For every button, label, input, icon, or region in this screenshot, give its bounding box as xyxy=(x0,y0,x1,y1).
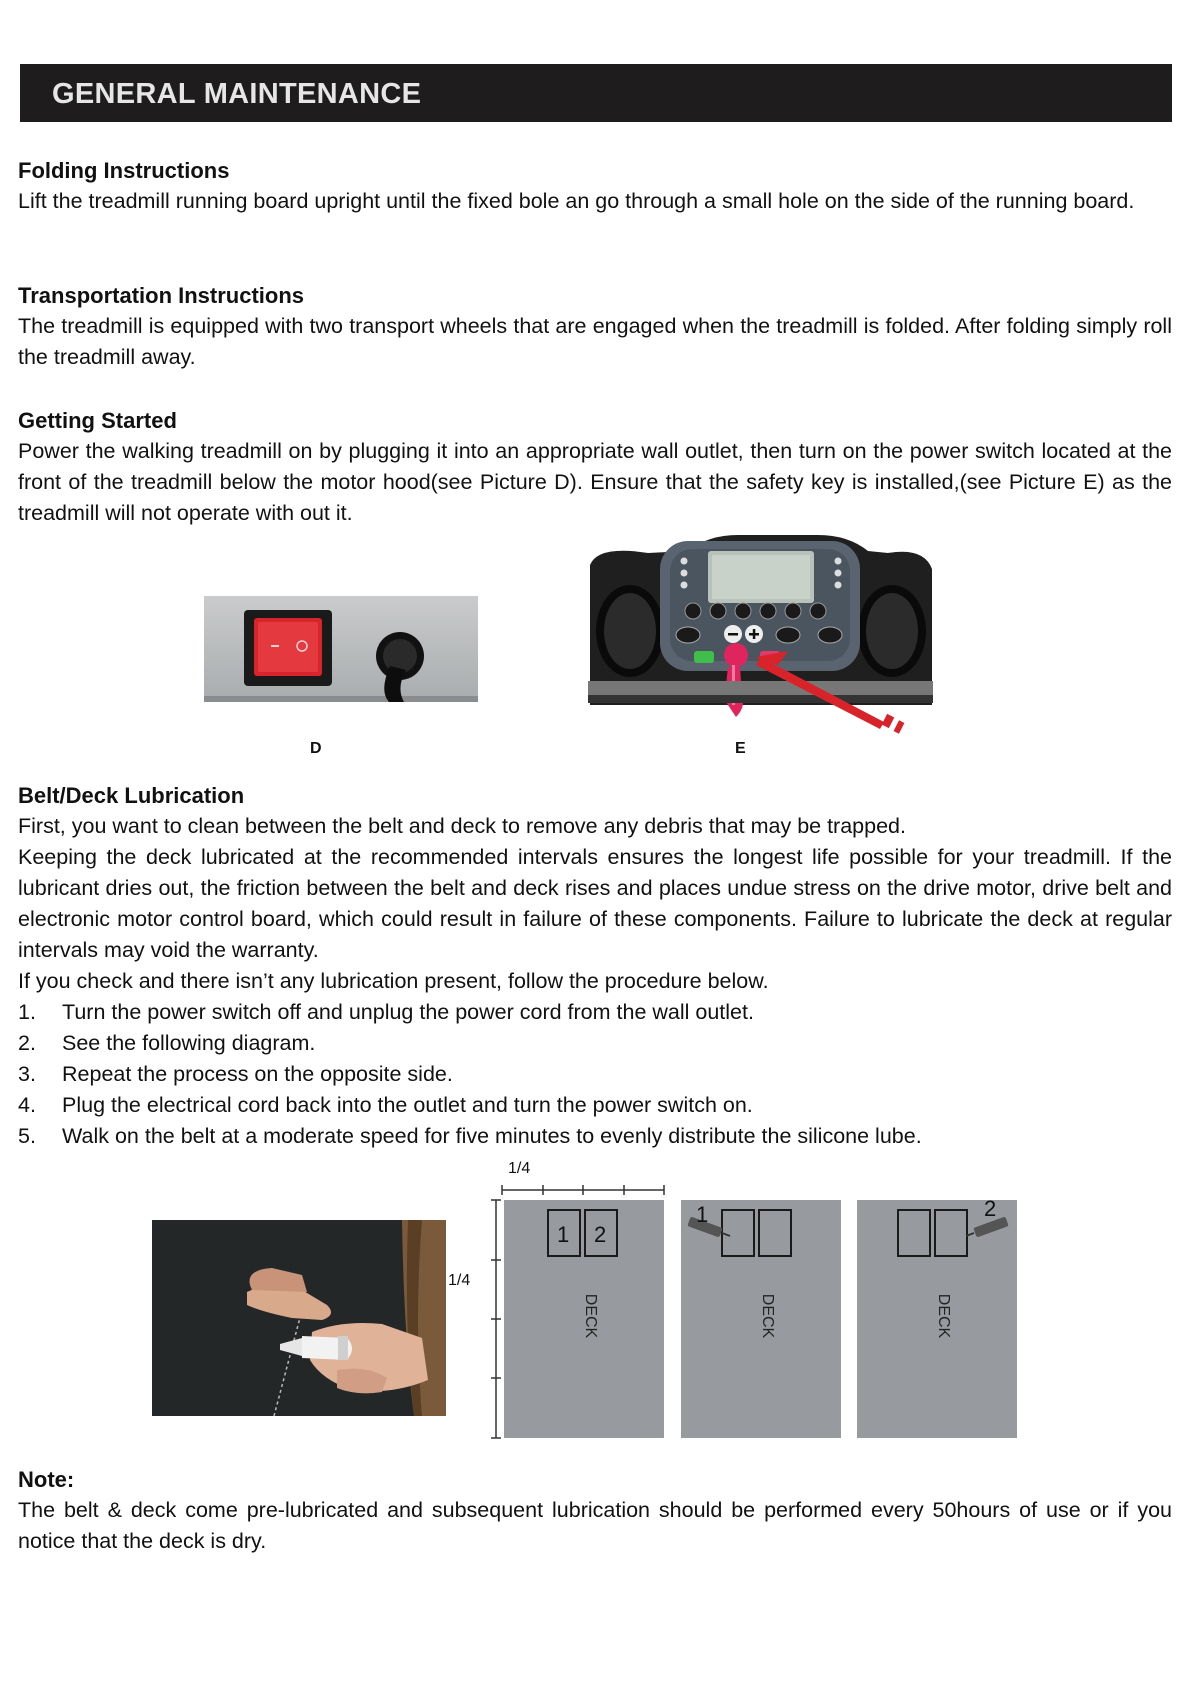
step-item xyxy=(18,1059,1172,1090)
power-switch-picture xyxy=(204,596,478,702)
fraction-top-label: 1/4 xyxy=(508,1160,531,1177)
lubrication-intro: First, you want to clean between the belt and deck to remove any debris that may be trapped. xyxy=(18,814,906,838)
getting-started-text: Power the walking treadmill on by plugging it into an appropriate wall outlet, then turn on the power switch located at the front of the treadmill below the motor hood(see Picture D). Ensure that the safety key is installed,(see Picture E) as the treadmill will not operate with out it. xyxy=(18,439,1172,525)
tube-1-label: 1 xyxy=(696,1202,709,1227)
deck-label-3: DECK xyxy=(935,1293,952,1339)
step-text: Walk on the belt at a moderate speed for five minutes to evenly distribute the silicone lube. xyxy=(62,1124,922,1148)
step-text: Turn the power switch off and unplug the power cord from the wall outlet. xyxy=(62,1000,754,1024)
tube-2-label: 2 xyxy=(984,1196,997,1221)
lubrication-steps xyxy=(18,997,1172,1152)
caption-d: D xyxy=(310,740,322,757)
console-safety-key-picture xyxy=(588,535,933,735)
deck-label-2: DECK xyxy=(759,1293,776,1339)
getting-started-heading: Getting Started xyxy=(18,408,177,433)
step-item xyxy=(18,1028,1172,1059)
folding-heading: Folding Instructions xyxy=(18,158,230,183)
transport-section xyxy=(18,280,1172,373)
step-text: Plug the electrical cord back into the outlet and turn the power switch on. xyxy=(62,1093,753,1117)
fraction-side-label: 1/4 xyxy=(448,1272,471,1289)
deck-label-1: DECK xyxy=(582,1293,599,1339)
transport-heading: Transportation Instructions xyxy=(18,283,305,308)
deck-lubrication-diagram xyxy=(440,1160,1020,1442)
step-text: Repeat the process on the opposite side. xyxy=(62,1062,453,1086)
step-item xyxy=(18,1090,1172,1121)
section-header xyxy=(20,64,1172,122)
box-1-label: 1 xyxy=(557,1222,570,1247)
getting-started-section xyxy=(18,405,1172,529)
transport-text: The treadmill is equipped with two transport wheels that are engaged when the treadmill is folded. After folding simply roll the treadmill away. xyxy=(18,314,1172,369)
step-number: 1. xyxy=(18,1000,36,1024)
note-text: The belt & deck come pre-lubricated and subsequent lubrication should be performed every 50hours of use or if you notice that the deck is dry. xyxy=(18,1498,1172,1553)
step-number: 4. xyxy=(18,1093,36,1117)
folding-text: Lift the treadmill running board upright until the fixed bole an go through a small hole on the side of the running board. xyxy=(18,189,1135,213)
note-heading: Note: xyxy=(18,1467,75,1492)
lubrication-heading: Belt/Deck Lubrication xyxy=(18,783,245,808)
note-section xyxy=(18,1464,1172,1557)
step-number: 2. xyxy=(18,1031,36,1055)
folding-section xyxy=(18,155,1172,217)
lubrication-photo xyxy=(152,1220,446,1416)
section-title: GENERAL MAINTENANCE xyxy=(52,78,422,110)
lubrication-section xyxy=(18,780,1172,1152)
step-number: 5. xyxy=(18,1124,36,1148)
step-item xyxy=(18,1121,1172,1152)
lubrication-check: If you check and there isn’t any lubrication present, follow the procedure below. xyxy=(18,969,769,993)
box-2-label: 2 xyxy=(594,1222,607,1247)
step-number: 3. xyxy=(18,1062,36,1086)
step-text: See the following diagram. xyxy=(62,1031,316,1055)
step-item xyxy=(18,997,1172,1028)
caption-e: E xyxy=(735,740,746,757)
lubrication-warning: Keeping the deck lubricated at the recommended intervals ensures the longest life possible for your treadmill. If the lubricant dries out, the friction between the belt and deck rises and places undue stress on the drive motor, drive belt and electronic motor control board, which could result in failure of these components. Failure to lubricate the deck at regular intervals may void the warranty. xyxy=(18,845,1172,962)
